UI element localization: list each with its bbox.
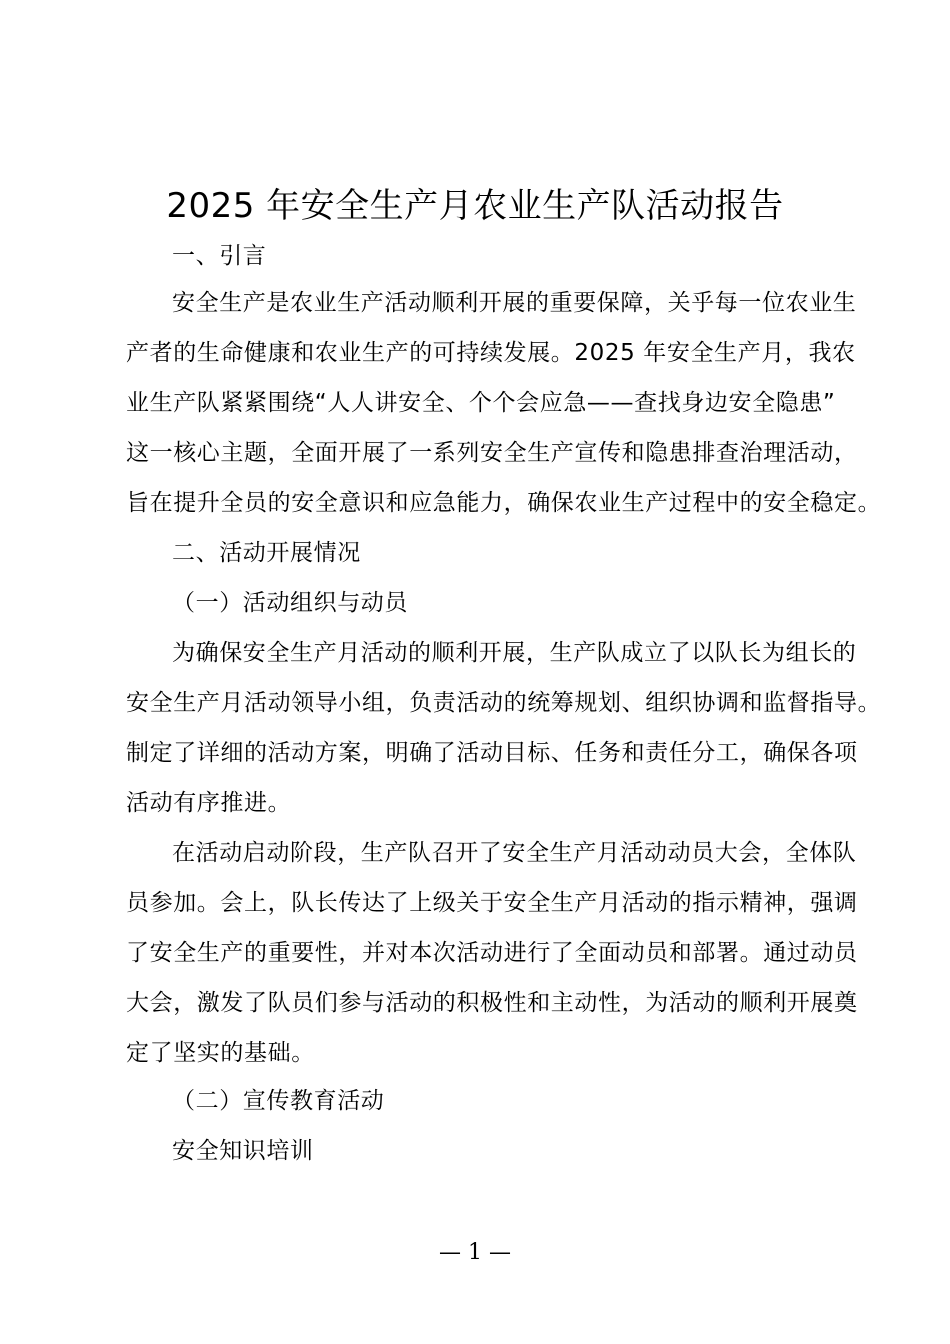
page-number: — 1 — — [439, 1240, 511, 1265]
section-heading-intro: 一、引言 — [172, 243, 267, 269]
document-title: 2025 年安全生产月农业生产队活动报告 — [166, 186, 784, 226]
paragraph-line: 旨在提升全员的安全意识和应急能力，确保农业生产过程中的安全稳定。 — [126, 490, 882, 516]
section-heading-activities: 二、活动开展情况 — [172, 540, 361, 566]
paragraph-line: 产者的生命健康和农业生产的可持续发展。2025 年安全生产月，我农 — [126, 340, 856, 366]
item-heading-training: 安全知识培训 — [172, 1138, 314, 1164]
paragraph-line: 业生产队紧紧围绕“人人讲安全、个个会应急——查找身边安全隐患” — [126, 390, 836, 416]
paragraph-line: 这一核心主题，全面开展了一系列安全生产宣传和隐患排查治理活动， — [126, 440, 858, 466]
paragraph-line: 安全生产是农业生产活动顺利开展的重要保障，关乎每一位农业生 — [172, 290, 857, 316]
subsection-heading-publicity: （二）宣传教育活动 — [172, 1088, 385, 1114]
paragraph-line: 定了坚实的基础。 — [126, 1040, 315, 1066]
paragraph-line: 大会，激发了队员们参与活动的积极性和主动性，为活动的顺利开展奠 — [126, 990, 858, 1016]
paragraph-line: 为确保安全生产月活动的顺利开展，生产队成立了以队长为组长的 — [172, 640, 857, 666]
paragraph-line: 制定了详细的活动方案，明确了活动目标、任务和责任分工，确保各项 — [126, 740, 858, 766]
paragraph-line: 活动有序推进。 — [126, 790, 292, 816]
subsection-heading-organization: （一）活动组织与动员 — [172, 590, 408, 616]
paragraph-line: 员参加。会上，队长传达了上级关于安全生产月活动的指示精神，强调 — [126, 890, 858, 916]
paragraph-line: 在活动启动阶段，生产队召开了安全生产月活动动员大会，全体队 — [172, 840, 857, 866]
paragraph-line: 了安全生产的重要性，并对本次活动进行了全面动员和部署。通过动员 — [126, 940, 858, 966]
paragraph-line: 安全生产月活动领导小组，负责活动的统筹规划、组织协调和监督指导。 — [126, 690, 882, 716]
